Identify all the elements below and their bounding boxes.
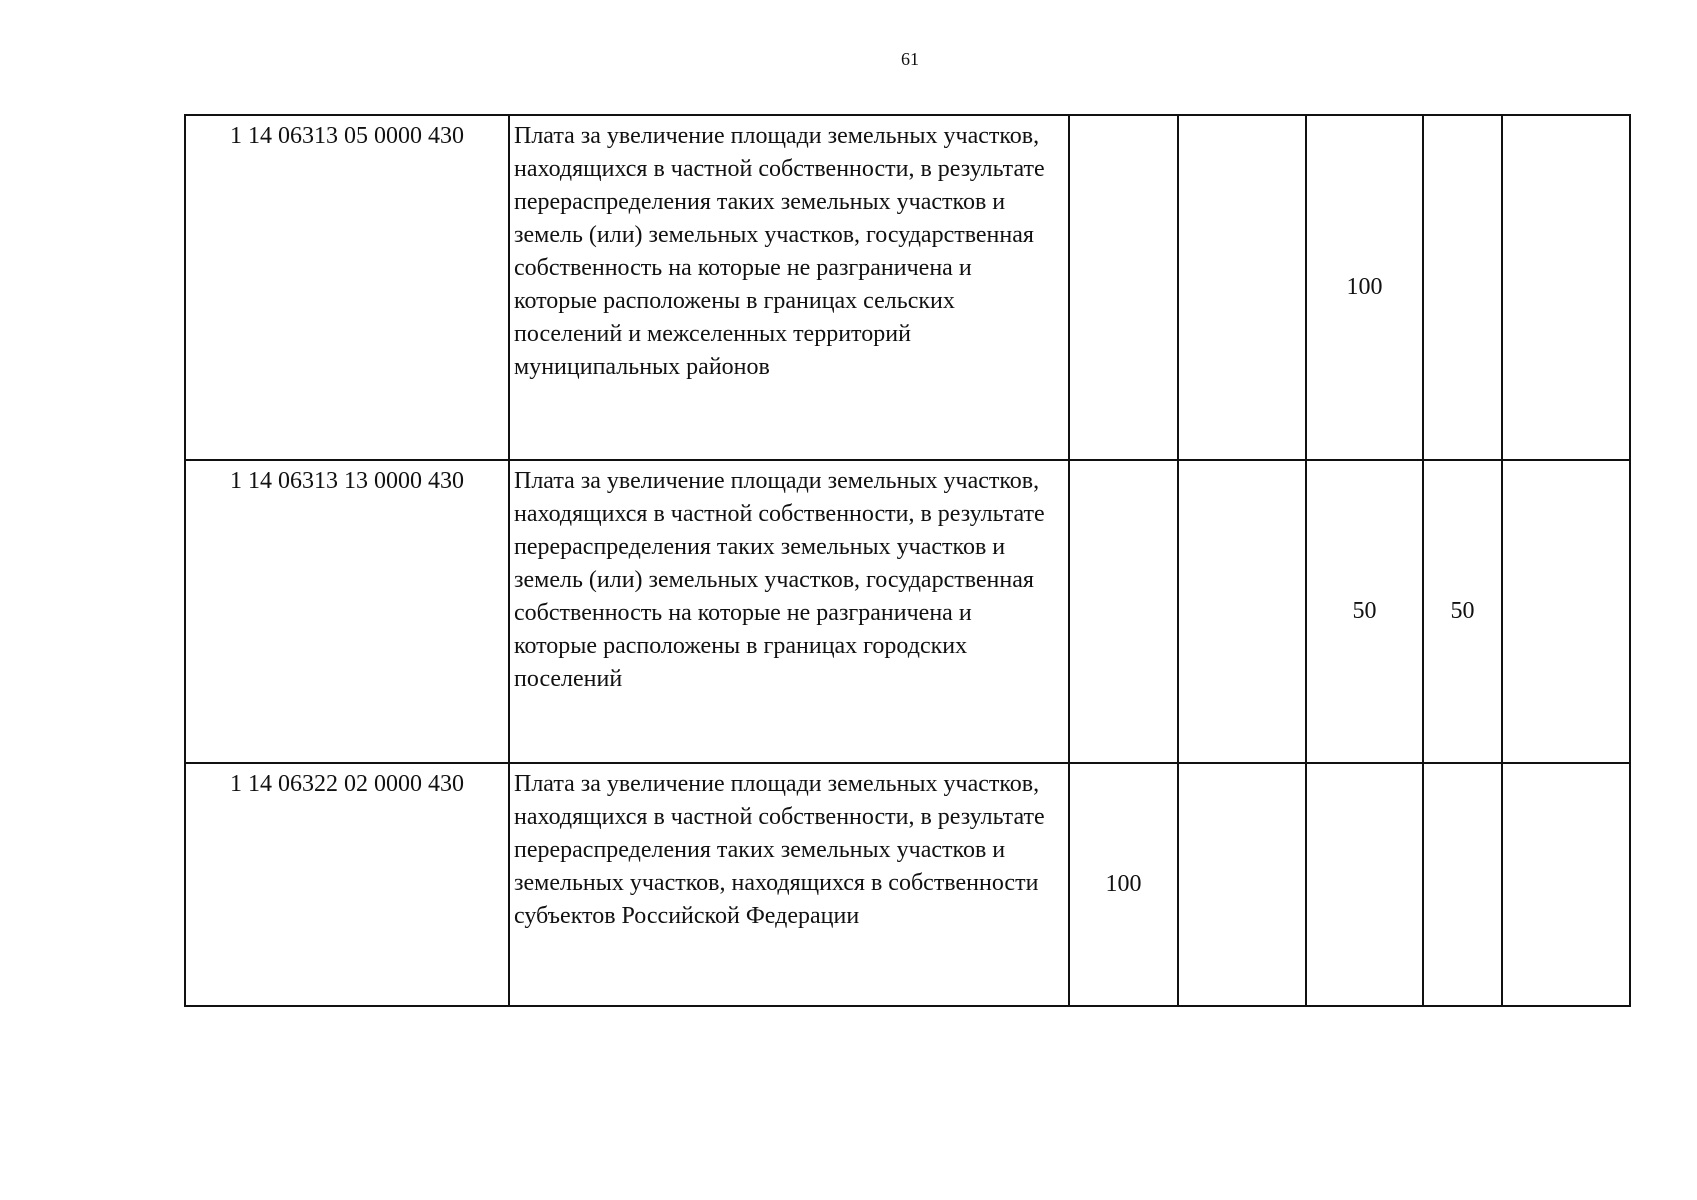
- value-cell-col7: [1502, 115, 1630, 460]
- value-cell-col3: [1069, 460, 1178, 763]
- table-row: [185, 460, 1630, 763]
- value-cell-col6: 50: [1423, 460, 1502, 763]
- value-cell-col6: [1423, 763, 1502, 1006]
- value-cell-col4: [1178, 115, 1306, 460]
- value-cell-col7: [1502, 763, 1630, 1006]
- value-cell-col3: [1069, 115, 1178, 460]
- value-cell-col6: [1423, 115, 1502, 460]
- value-cell-col3: 100: [1069, 763, 1178, 1006]
- value-cell-col5: [1306, 763, 1423, 1006]
- budget-code-cell: 1 14 06322 02 0000 430: [185, 763, 509, 1006]
- revenue-distribution-table: [184, 114, 1631, 1007]
- budget-code-cell: 1 14 06313 05 0000 430: [185, 115, 509, 460]
- budget-code-cell: 1 14 06313 13 0000 430: [185, 460, 509, 763]
- table-row: [185, 763, 1630, 1006]
- value-cell-col4: [1178, 460, 1306, 763]
- table-row: [185, 115, 1630, 460]
- description-cell: Плата за увеличение площади земельных участков, находящихся в частной собственности, в результате перераспределения таких земельных участков и земель (или) земельных участков, государственная собственность на которые не разграничена и которые расположены в границах сельских поселений и межселенных территорий муниципальных районов: [509, 115, 1069, 460]
- description-cell: Плата за увеличение площади земельных участков, находящихся в частной собственности, в результате перераспределения таких земельных участков и земель (или) земельных участков, государственная собственность на которые не разграничена и которые расположены в границах городских поселений: [509, 460, 1069, 763]
- page-number: 61: [901, 49, 919, 69]
- description-cell: Плата за увеличение площади земельных участков, находящихся в частной собственности, в результате перераспределения таких земельных участков и земельных участков, находящихся в собственности субъектов Российской Федерации: [509, 763, 1069, 1006]
- value-cell-col7: [1502, 460, 1630, 763]
- value-cell-col5: 100: [1306, 115, 1423, 460]
- value-cell-col4: [1178, 763, 1306, 1006]
- value-cell-col5: 50: [1306, 460, 1423, 763]
